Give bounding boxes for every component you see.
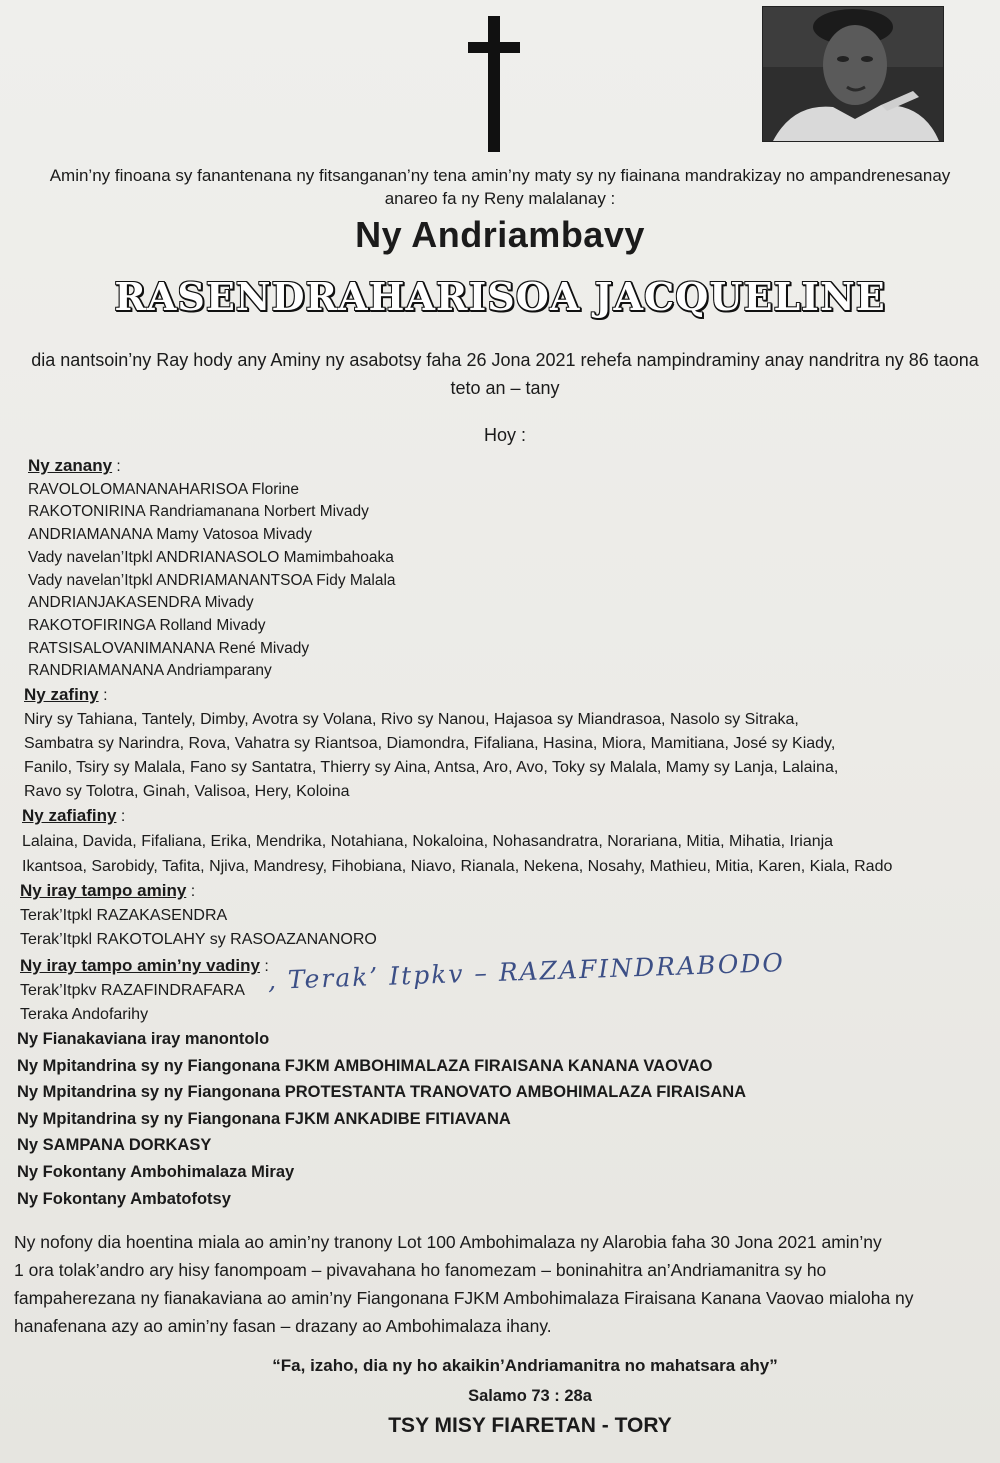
death-notice: dia nantsoin’ny Ray hody any Aminy ny asabotsy faha 26 Jona 2021 rehefa nampindraminy anay nandritra ny 86 taona teto an – tany bbox=[31, 350, 979, 398]
zafiny-line: Fanilo, Tsiry sy Malala, Fano sy Santatra, Thierry sy Aina, Antsa, Aro, Avo, Toky sy Malala, Mamy sy Lanja, Lalaina, bbox=[24, 759, 839, 776]
bible-verse-reference: Salamo 73 : 28a bbox=[468, 1387, 592, 1405]
zanany-item: Vady navelan’Itpkl ANDRIAMANANTSOA Fidy Malala bbox=[28, 571, 396, 589]
zafiny-line: Sambatra sy Narindra, Rova, Vahatra sy Riantsoa, Diamondra, Fifaliana, Hasina, Miora, Mamitiana, José sy Kiady, bbox=[24, 735, 836, 752]
title-prefix: Ny Andriambavy bbox=[355, 214, 645, 255]
intro-text: Amin’ny finoana sy fanantenana ny fitsanganan’ny tena amin’ny maty sy ny fiainana mandrakizay no ampandrenesanay anareo fa ny Reny malalanay : bbox=[49, 166, 951, 208]
tampo-vadiny-item: Teraka Andofarihy bbox=[20, 1006, 149, 1023]
zafiny-list bbox=[24, 708, 999, 804]
tampo-aminy-heading: Ny iray tampo aminy bbox=[20, 881, 187, 900]
zanany-heading: Ny zanany bbox=[28, 456, 113, 475]
zafiafiny-line: Ikantsoa, Sarobidy, Tafita, Njiva, Mandresy, Fihobiana, Niavo, Rianala, Nekena, Nosahy, Mathieu, Mitia, Karen, Kiala, Rado bbox=[22, 858, 893, 875]
zanany-item: RATSISALOVANIMANANA René Mivady bbox=[28, 639, 310, 657]
tampo-aminy-section: Ny iray tampo aminy : Terak’Itpkl RAZAKASENDRA Terak’Itpkl RAKOTOLAHY sy RASOAZANANORO bbox=[20, 879, 995, 952]
zafiny-line: Niry sy Tahiana, Tantely, Dimby, Avotra sy Volana, Rivo sy Nanou, Hajasoa sy Miandrasoa, Nasolo sy Sitraka, bbox=[24, 711, 799, 728]
hoy-label: Hoy : bbox=[483, 425, 526, 445]
bible-quote: “Fa, izaho, dia ny ho akaikin’Andriamanitra no mahatsara ahy” bbox=[272, 1356, 778, 1375]
zanany-item: RAVOLOLOMANANAHARISOA Florine bbox=[28, 480, 300, 498]
cross-icon bbox=[468, 16, 520, 152]
handwritten-addition: , Terak’ Itpkv – RAZAFINDRABODO bbox=[267, 947, 786, 995]
funeral-details bbox=[14, 1228, 984, 1340]
zafiny-section: Ny zafiny : Niry sy Tahiana, Tantely, Dimby, Avotra sy Volana, Rivo sy Nanou, Hajasoa sy Miandrasoa, Nasolo sy Sitraka, Sambatra sy Narindra, Rova, Vahatra sy Riantsoa, Diamondra, Fifaliana, Hasina, Miora, Mamitiana, José sy Kiady, Fanilo, Tsiry sy Malala, Fano sy Santatra, Thierry sy Aina, Antsa, Aro, Avo, Toky sy Malala, Mamy sy Lanja, Lalaina, Ravo sy Tolotra, Ginah, Valisoa, Hery, Koloina bbox=[24, 683, 999, 804]
zafiny-line: Ravo sy Tolotra, Ginah, Valisoa, Hery, Koloina bbox=[24, 783, 350, 800]
zanany-item: ANDRIANJAKASENDRA Mivady bbox=[28, 594, 254, 612]
organization-line: Ny SAMPANA DORKASY bbox=[17, 1136, 212, 1155]
tampo-vadiny-section: Ny iray tampo amin’ny vadiny : Terak’Itpkv RAZAFINDRAFARA Teraka Andofarihy bbox=[20, 954, 995, 1027]
funeral-line: fampaherezana ny fianakaviana ao amin’ny Fiangonana FJKM Ambohimalaza Firaisana Kanana Vaovao mialoha ny bbox=[14, 1288, 914, 1308]
zanany-list bbox=[28, 479, 1000, 683]
zafiafiny-section: Ny zafiafiny : Lalaina, Davida, Fifaliana, Erika, Mendrika, Notahiana, Nokaloina, Nohasandratra, Norariana, Mitia, Mihatia, Irianja Ikantsoa, Sarobidy, Tafita, Njiva, Mandresy, Fihobiana, Niavo, Rianala, Nekena, Nosahy, Mathieu, Mitia, Karen, Kiala, Rado bbox=[22, 803, 997, 879]
zafiny-heading: Ny zafiny bbox=[24, 685, 99, 704]
tampo-aminy-list bbox=[20, 904, 995, 952]
portrait-photo bbox=[762, 6, 944, 142]
zanany-item: RAKOTONIRINA Randriamanana Norbert Mivady bbox=[28, 503, 369, 521]
zanany-item: RANDRIAMANANA Andriamparany bbox=[28, 662, 272, 680]
organization-line: Ny Fokontany Ambatofotsy bbox=[17, 1189, 231, 1208]
tampo-aminy-item: Terak’Itpkl RAKOTOLAHY sy RASOAZANANORO bbox=[20, 931, 377, 948]
organization-line: Ny Mpitandrina sy ny Fiangonana PROTESTANTA TRANOVATO AMBOHIMALAZA FIRAISANA bbox=[17, 1083, 747, 1102]
funeral-line: Ny nofony dia hoentina miala ao amin’ny tranony Lot 100 Ambohimalaza ny Alarobia faha 30 Jona 2021 amin’ny bbox=[14, 1232, 882, 1252]
zafiafiny-line: Lalaina, Davida, Fifaliana, Erika, Mendrika, Notahiana, Nokaloina, Nohasandratra, Norariana, Mitia, Mihatia, Irianja bbox=[22, 833, 834, 850]
tampo-vadiny-heading: Ny iray tampo amin’ny vadiny bbox=[20, 956, 260, 975]
organizations-list bbox=[17, 1026, 977, 1212]
organization-line: Ny Mpitandrina sy ny Fiangonana FJKM ANKADIBE FITIAVANA bbox=[17, 1109, 511, 1128]
deceased-name: RASENDRAHARISOA JACQUELINE bbox=[114, 274, 886, 319]
funeral-line: hanafenana azy ao amin’ny fasan – drazany ao Ambohimalaza ihany. bbox=[14, 1316, 552, 1336]
zafiafiny-heading: Ny zafiafiny bbox=[22, 806, 117, 825]
organization-line: Ny Fokontany Ambohimalaza Miray bbox=[17, 1162, 295, 1181]
zafiafiny-list bbox=[22, 829, 997, 879]
funeral-line: 1 ora tolak’andro ary hisy fanompoam – pivavahana ho fanomezam – boninahitra an’Andriamanitra sy ho bbox=[14, 1260, 827, 1280]
closing-notice: TSY MISY FIARETAN - TORY bbox=[388, 1414, 672, 1437]
tampo-aminy-item: Terak’Itpkl RAZAKASENDRA bbox=[20, 907, 228, 924]
organization-line: Ny Fianakaviana iray manontolo bbox=[17, 1030, 270, 1048]
zanany-item: RAKOTOFIRINGA Rolland Mivady bbox=[28, 616, 266, 634]
zanany-section: Ny zanany : RAVOLOLOMANANAHARISOA Florine RAKOTONIRINA Randriamanana Norbert Mivady ANDRIAMANANA Mamy Vatosoa Mivady Vady navelan’Itpkl ANDRIANASOLO Mamimbahoaka Vady navelan’Itpkl ANDRIAMANANTSOA Fidy Malala ANDRIANJAKASENDRA Mivady RAKOTOFIRINGA Rolland Mivady RATSISALOVANIMANANA René Mivady RANDRIAMANANA Andriamparany bbox=[28, 455, 1000, 683]
organization-line: Ny Mpitandrina sy ny Fiangonana FJKM AMBOHIMALAZA FIRAISANA KANANA VAOVAO bbox=[17, 1056, 713, 1075]
zanany-item: Vady navelan’Itpkl ANDRIANASOLO Mamimbahoaka bbox=[28, 548, 394, 566]
tampo-vadiny-item: Terak’Itpkv RAZAFINDRAFARA bbox=[20, 982, 245, 999]
zanany-item: ANDRIAMANANA Mamy Vatosoa Mivady bbox=[28, 526, 312, 544]
